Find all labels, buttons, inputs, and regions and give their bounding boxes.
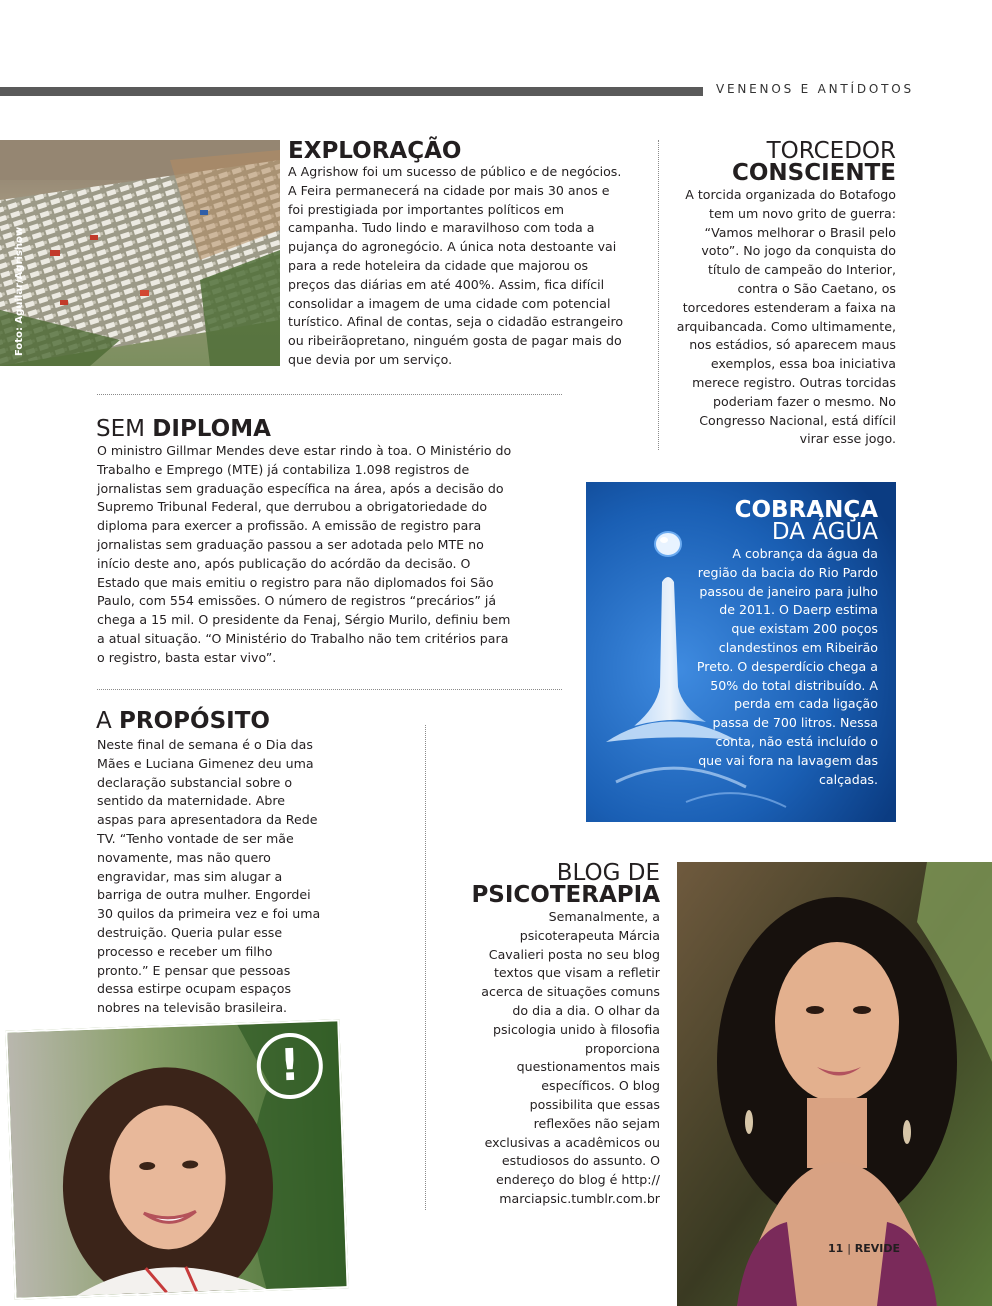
luciana-photo bbox=[5, 1019, 348, 1299]
diploma-title-bold: DIPLOMA bbox=[152, 416, 271, 442]
torcedor-body: A torcida organizada do Botafogo tem um novo grito de guerra: “Vamos melhorar o Brasil pelo voto”. No jogo da conquista do título de campeão do Interior, contra o São Caetano, os torcedores estenderam a faixa na arquibancada. Como ultimamente, nos estádios, só aparecem maus exemplos, essa boa iniciativa merece registro. Outras torcidas poderiam fazer o mesmo. No Congresso Nacional, está difícil virar esse jogo. bbox=[676, 187, 896, 447]
proposito-title-light: A bbox=[96, 708, 112, 734]
diploma-title bbox=[96, 417, 271, 442]
page-number: 11 bbox=[828, 1242, 844, 1255]
agrishow-aerial-illustration bbox=[0, 140, 280, 366]
section-divider bbox=[97, 689, 562, 690]
column-divider bbox=[658, 140, 659, 450]
agrishow-aerial-photo bbox=[0, 140, 280, 366]
torcedor-title-bold: CONSCIENTE bbox=[731, 160, 896, 186]
section-title: VENENOS E ANTÍDOTOS bbox=[716, 82, 914, 96]
footer-separator: | bbox=[847, 1242, 851, 1255]
blog-body: Semanalmente, a psicoterapeuta Márcia Cavalieri posta no seu blog textos que visam a refletir acerca de situações comuns do dia a dia. O olhar da psicologia unido à filosofia proporciona questionamentos mais específicos. O blog possibilita que essas reflexões não sejam exclusivas a acadêmicos ou estudiosos do assunto. O endereço do blog é http:// marciapsic.tumblr.com.br bbox=[481, 909, 660, 1206]
proposito-title-bold: PROPÓSITO bbox=[119, 708, 270, 734]
cobranca-body: A cobrança da água da região da bacia do Rio Pardo passou de janeiro para julho de 2011. O Daerp estima que existam 200 poços clandestinos em Ribeirão Preto. O desperdício chega a 50% do total distribuído. A perda em cada ligação passa de 700 litros. Nessa conta, não está incluído o que vai fora na lavagem das calçadas. bbox=[696, 546, 878, 787]
cobranca-box bbox=[586, 482, 896, 822]
proposito-title bbox=[96, 709, 270, 734]
proposito-body: Neste final de semana é o Dia das Mães e Luciana Gimenez deu uma declaração substancial sobre o sentido da maternidade. Abre aspas para apresentadora da Rede TV. “Tenho vontade de ser mãe novamente, mas não quero engravidar, mas sim alugar a barriga de outra mulher. Engordei 30 quilos da primeira vez e foi uma destruição. Queria pular esse processo e receber um filho pronto.” E pensar que pessoas dessa estirpe ocupam espaços nobres na televisão brasileira. bbox=[97, 737, 321, 1016]
cobranca-title-bold: COBRANÇA bbox=[734, 497, 878, 523]
portrait-illustration bbox=[677, 862, 992, 1306]
diploma-body: O ministro Gillmar Mendes deve estar rindo à toa. O Ministério do Trabalho e Emprego (MTE) já contabiliza 1.098 registros de jornalistas sem graduação específica na área, após a decisão do Supremo Tribunal Federal, que derrubou a obrigatoriedade do diploma para exercer a profissão. A emissão de registro para jornalistas sem graduação passou a ser adotada pelo MTE no início deste ano, após publicação do acórdão da decisão. O Estado que mais emitiu o registro para não diplomados foi São Paulo, com 554 emissões. O número de registros “precários” já chega a 15 mil. O presidente da Fenaj, Sérgio Murilo, definiu bem a atual situação. “O Ministério do Trabalho não tem critérios para o registro, basta estar vivo”. bbox=[97, 443, 512, 665]
exclamation-glyph: ! bbox=[278, 1039, 301, 1092]
column-divider bbox=[425, 725, 426, 1210]
cobranca-title-light: DA ÁGUA bbox=[771, 519, 878, 545]
diploma-title-light: SEM bbox=[96, 416, 145, 442]
exploracao-body: A Agrishow foi um sucesso de público e de negócios. A Feira permanecerá na cidade por mais 30 anos e foi prestigiada por importantes políticos em campanha. Tudo lindo e maravilhoso com toda a pujança do agronegócio. A única nota destoante vai para a rede hoteleira da cidade que majorou os preços das diárias em até 400%. Assim, fica difícil consolidar a imagem de uma cidade com potencial turístico. Afinal de contas, seja o cidadão estrangeiro ou ribeirãopretano, ninguém gosta de pagar mais do que devia por um serviço. bbox=[288, 164, 624, 367]
blog-title-light: BLOG DE bbox=[556, 860, 660, 886]
photo-credit: Foto: Aguilar/Agrishow bbox=[14, 226, 25, 356]
blog-title-bold: PSICOTERAPIA bbox=[471, 882, 660, 908]
page-footer bbox=[828, 1242, 900, 1255]
section-divider bbox=[97, 394, 562, 395]
section-rule bbox=[0, 87, 703, 96]
marcia-photo bbox=[677, 862, 992, 1306]
magazine-name: REVIDE bbox=[854, 1242, 900, 1255]
torcedor-title-light: TORCEDOR bbox=[766, 138, 896, 164]
exploracao-title: EXPLORAÇÃO bbox=[288, 138, 462, 164]
